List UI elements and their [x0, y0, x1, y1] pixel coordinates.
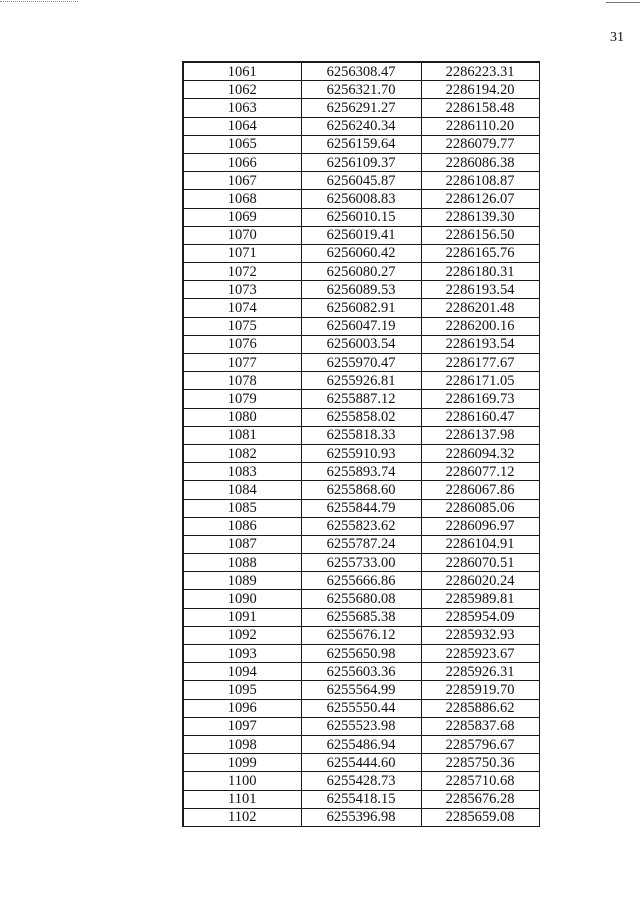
point-number-cell: 1062 — [183, 81, 301, 99]
y-coordinate-cell: 2286110.20 — [421, 117, 539, 135]
table-row — [183, 626, 539, 644]
x-coordinate-cell: 6256047.19 — [301, 317, 421, 335]
table-row — [183, 135, 539, 153]
table-row — [183, 517, 539, 535]
table-row — [183, 808, 539, 826]
x-coordinate-cell: 6255666.86 — [301, 572, 421, 590]
y-coordinate-cell: 2286070.51 — [421, 554, 539, 572]
point-number-cell: 1066 — [183, 153, 301, 171]
y-coordinate-cell: 2285676.28 — [421, 790, 539, 808]
table-row — [183, 190, 539, 208]
point-number-cell: 1086 — [183, 517, 301, 535]
y-coordinate-cell: 2286108.87 — [421, 172, 539, 190]
x-coordinate-cell: 6255564.99 — [301, 681, 421, 699]
point-number-cell: 1081 — [183, 426, 301, 444]
table-row — [183, 244, 539, 262]
x-coordinate-cell: 6256003.54 — [301, 335, 421, 353]
y-coordinate-cell: 2286169.73 — [421, 390, 539, 408]
point-number-cell: 1095 — [183, 681, 301, 699]
y-coordinate-cell: 2285886.62 — [421, 699, 539, 717]
x-coordinate-cell: 6255858.02 — [301, 408, 421, 426]
y-coordinate-cell: 2286077.12 — [421, 463, 539, 481]
x-coordinate-cell: 6256159.64 — [301, 135, 421, 153]
table-row — [183, 208, 539, 226]
point-number-cell: 1099 — [183, 754, 301, 772]
x-coordinate-cell: 6255910.93 — [301, 444, 421, 462]
point-number-cell: 1076 — [183, 335, 301, 353]
table-row — [183, 535, 539, 553]
table-row — [183, 444, 539, 462]
y-coordinate-cell: 2286180.31 — [421, 263, 539, 281]
table-row — [183, 354, 539, 372]
y-coordinate-cell: 2286200.16 — [421, 317, 539, 335]
y-coordinate-cell: 2286096.97 — [421, 517, 539, 535]
point-number-cell: 1079 — [183, 390, 301, 408]
point-number-cell: 1075 — [183, 317, 301, 335]
x-coordinate-cell: 6255844.79 — [301, 499, 421, 517]
y-coordinate-cell: 2285837.68 — [421, 717, 539, 735]
point-number-cell: 1092 — [183, 626, 301, 644]
x-coordinate-cell: 6255650.98 — [301, 645, 421, 663]
point-number-cell: 1085 — [183, 499, 301, 517]
point-number-cell: 1064 — [183, 117, 301, 135]
point-number-cell: 1078 — [183, 372, 301, 390]
x-coordinate-cell: 6255680.08 — [301, 590, 421, 608]
point-number-cell: 1100 — [183, 772, 301, 790]
x-coordinate-cell: 6256308.47 — [301, 62, 421, 81]
point-number-cell: 1091 — [183, 608, 301, 626]
point-number-cell: 1101 — [183, 790, 301, 808]
table-row — [183, 81, 539, 99]
table-row — [183, 699, 539, 717]
point-number-cell: 1067 — [183, 172, 301, 190]
y-coordinate-cell: 2286094.32 — [421, 444, 539, 462]
scan-artifact-top-left — [0, 1, 78, 4]
point-number-cell: 1093 — [183, 645, 301, 663]
x-coordinate-cell: 6256240.34 — [301, 117, 421, 135]
table-row — [183, 408, 539, 426]
table-row — [183, 681, 539, 699]
point-number-cell: 1073 — [183, 281, 301, 299]
point-number-cell: 1068 — [183, 190, 301, 208]
table-row — [183, 117, 539, 135]
page-number: 31 — [610, 30, 624, 45]
x-coordinate-cell: 6256060.42 — [301, 244, 421, 262]
x-coordinate-cell: 6256291.27 — [301, 99, 421, 117]
point-number-cell: 1065 — [183, 135, 301, 153]
x-coordinate-cell: 6255818.33 — [301, 426, 421, 444]
table-row — [183, 572, 539, 590]
y-coordinate-cell: 2286104.91 — [421, 535, 539, 553]
y-coordinate-cell: 2286160.47 — [421, 408, 539, 426]
table-row — [183, 372, 539, 390]
point-number-cell: 1074 — [183, 299, 301, 317]
y-coordinate-cell: 2285796.67 — [421, 735, 539, 753]
table-row — [183, 426, 539, 444]
x-coordinate-cell: 6256019.41 — [301, 226, 421, 244]
table-row — [183, 663, 539, 681]
x-coordinate-cell: 6255418.15 — [301, 790, 421, 808]
y-coordinate-cell: 2286194.20 — [421, 81, 539, 99]
table-row — [183, 153, 539, 171]
y-coordinate-cell: 2286158.48 — [421, 99, 539, 117]
x-coordinate-cell: 6256010.15 — [301, 208, 421, 226]
x-coordinate-cell: 6255970.47 — [301, 354, 421, 372]
point-number-cell: 1094 — [183, 663, 301, 681]
coordinates-table-body — [183, 62, 539, 826]
y-coordinate-cell: 2286201.48 — [421, 299, 539, 317]
table-row — [183, 481, 539, 499]
x-coordinate-cell: 6255685.38 — [301, 608, 421, 626]
x-coordinate-cell: 6256082.91 — [301, 299, 421, 317]
point-number-cell: 1083 — [183, 463, 301, 481]
point-number-cell: 1070 — [183, 226, 301, 244]
y-coordinate-cell: 2286156.50 — [421, 226, 539, 244]
y-coordinate-cell: 2286177.67 — [421, 354, 539, 372]
y-coordinate-cell: 2285919.70 — [421, 681, 539, 699]
y-coordinate-cell: 2285710.68 — [421, 772, 539, 790]
coordinates-table — [182, 61, 540, 827]
x-coordinate-cell: 6255396.98 — [301, 808, 421, 826]
point-number-cell: 1096 — [183, 699, 301, 717]
point-number-cell: 1071 — [183, 244, 301, 262]
y-coordinate-cell: 2286020.24 — [421, 572, 539, 590]
x-coordinate-cell: 6255428.73 — [301, 772, 421, 790]
point-number-cell: 1098 — [183, 735, 301, 753]
x-coordinate-cell: 6255887.12 — [301, 390, 421, 408]
y-coordinate-cell: 2285932.93 — [421, 626, 539, 644]
y-coordinate-cell: 2286085.06 — [421, 499, 539, 517]
point-number-cell: 1088 — [183, 554, 301, 572]
point-number-cell: 1087 — [183, 535, 301, 553]
x-coordinate-cell: 6256045.87 — [301, 172, 421, 190]
y-coordinate-cell: 2285923.67 — [421, 645, 539, 663]
table-row — [183, 554, 539, 572]
x-coordinate-cell: 6256321.70 — [301, 81, 421, 99]
x-coordinate-cell: 6255676.12 — [301, 626, 421, 644]
y-coordinate-cell: 2285659.08 — [421, 808, 539, 826]
table-row — [183, 772, 539, 790]
point-number-cell: 1090 — [183, 590, 301, 608]
y-coordinate-cell: 2286139.30 — [421, 208, 539, 226]
table-row — [183, 62, 539, 81]
point-number-cell: 1063 — [183, 99, 301, 117]
table-row — [183, 645, 539, 663]
point-number-cell: 1077 — [183, 354, 301, 372]
x-coordinate-cell: 6255893.74 — [301, 463, 421, 481]
table-row — [183, 608, 539, 626]
point-number-cell: 1084 — [183, 481, 301, 499]
table-row — [183, 717, 539, 735]
point-number-cell: 1061 — [183, 62, 301, 81]
table-row — [183, 172, 539, 190]
x-coordinate-cell: 6255486.94 — [301, 735, 421, 753]
table-row — [183, 463, 539, 481]
y-coordinate-cell: 2286086.38 — [421, 153, 539, 171]
y-coordinate-cell: 2286193.54 — [421, 281, 539, 299]
x-coordinate-cell: 6255787.24 — [301, 535, 421, 553]
point-number-cell: 1097 — [183, 717, 301, 735]
table-row — [183, 263, 539, 281]
x-coordinate-cell: 6255550.44 — [301, 699, 421, 717]
x-coordinate-cell: 6255523.98 — [301, 717, 421, 735]
table-row — [183, 299, 539, 317]
point-number-cell: 1069 — [183, 208, 301, 226]
x-coordinate-cell: 6256089.53 — [301, 281, 421, 299]
y-coordinate-cell: 2285989.81 — [421, 590, 539, 608]
point-number-cell: 1072 — [183, 263, 301, 281]
x-coordinate-cell: 6255733.00 — [301, 554, 421, 572]
table-row — [183, 754, 539, 772]
y-coordinate-cell: 2286067.86 — [421, 481, 539, 499]
table-row — [183, 226, 539, 244]
table-row — [183, 390, 539, 408]
x-coordinate-cell: 6255926.81 — [301, 372, 421, 390]
table-row — [183, 335, 539, 353]
y-coordinate-cell: 2286137.98 — [421, 426, 539, 444]
point-number-cell: 1080 — [183, 408, 301, 426]
y-coordinate-cell: 2286126.07 — [421, 190, 539, 208]
table-row — [183, 790, 539, 808]
table-row — [183, 317, 539, 335]
x-coordinate-cell: 6256080.27 — [301, 263, 421, 281]
y-coordinate-cell: 2286165.76 — [421, 244, 539, 262]
y-coordinate-cell: 2285954.09 — [421, 608, 539, 626]
y-coordinate-cell: 2286079.77 — [421, 135, 539, 153]
x-coordinate-cell: 6256008.83 — [301, 190, 421, 208]
x-coordinate-cell: 6256109.37 — [301, 153, 421, 171]
y-coordinate-cell: 2285926.31 — [421, 663, 539, 681]
table-row — [183, 99, 539, 117]
point-number-cell: 1082 — [183, 444, 301, 462]
point-number-cell: 1089 — [183, 572, 301, 590]
y-coordinate-cell: 2286171.05 — [421, 372, 539, 390]
y-coordinate-cell: 2285750.36 — [421, 754, 539, 772]
table-row — [183, 590, 539, 608]
table-row — [183, 735, 539, 753]
table-row — [183, 281, 539, 299]
table-row — [183, 499, 539, 517]
y-coordinate-cell: 2286193.54 — [421, 335, 539, 353]
y-coordinate-cell: 2286223.31 — [421, 62, 539, 81]
x-coordinate-cell: 6255603.36 — [301, 663, 421, 681]
x-coordinate-cell: 6255444.60 — [301, 754, 421, 772]
point-number-cell: 1102 — [183, 808, 301, 826]
scan-artifact-top-right — [606, 2, 640, 3]
x-coordinate-cell: 6255823.62 — [301, 517, 421, 535]
x-coordinate-cell: 6255868.60 — [301, 481, 421, 499]
